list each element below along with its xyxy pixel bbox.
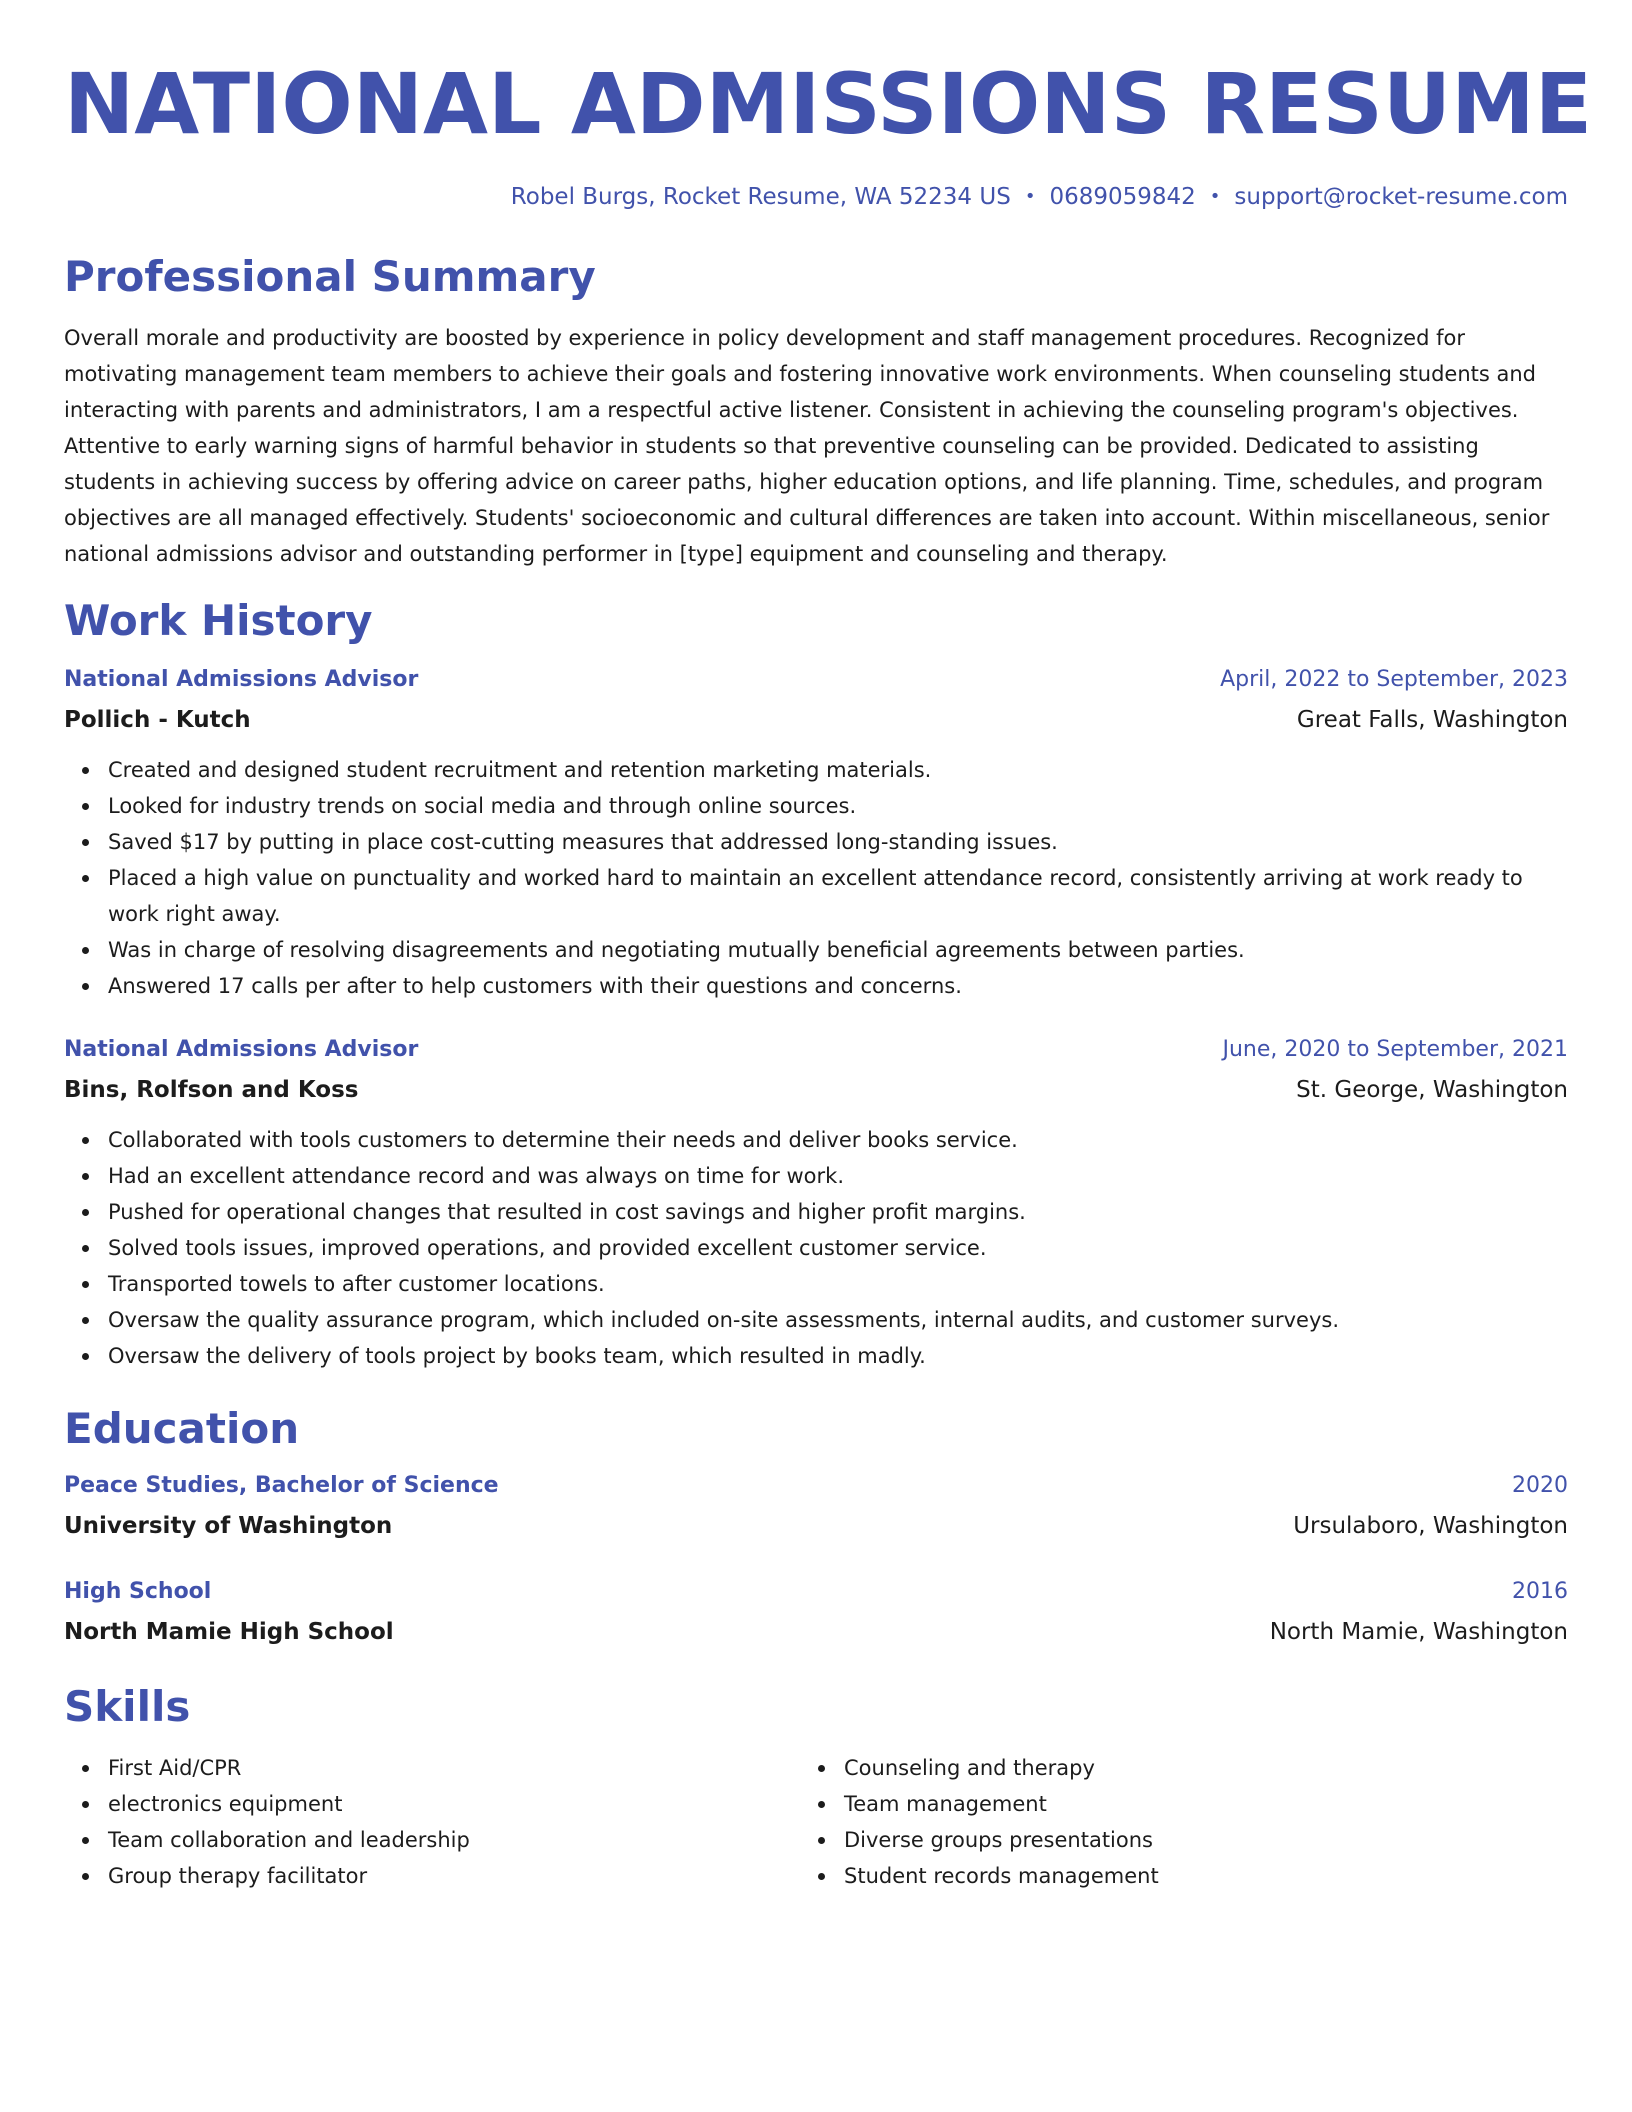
skills-heading: Skills xyxy=(64,1682,191,1731)
job-bullet: Solved tools issues, improved operations, and provided excellent customer service. xyxy=(108,1230,1568,1266)
job-location: St. George, Washington xyxy=(1296,1077,1568,1103)
job-header xyxy=(64,1030,1568,1070)
education-year: 2016 xyxy=(1512,1579,1568,1604)
education-degree: High School xyxy=(64,1579,212,1604)
job-bullet: Saved $17 by putting in place cost-cutting measures that addressed long-standing issues. xyxy=(108,824,1568,860)
education-school: North Mamie High School xyxy=(64,1619,394,1645)
skills-list-left xyxy=(64,1750,800,1894)
summary-heading: Professional Summary xyxy=(64,252,596,301)
education-subheader xyxy=(64,1612,1568,1652)
contact-separator: • xyxy=(1024,186,1036,207)
job-bullet: Collaborated with tools customers to determine their needs and deliver books service. xyxy=(108,1122,1568,1158)
job-company: Bins, Rolfson and Koss xyxy=(64,1077,359,1103)
education-location: Ursulaboro, Washington xyxy=(1293,1513,1568,1539)
job-entry xyxy=(64,660,1568,1004)
contact-separator: • xyxy=(1209,186,1221,207)
job-bullet: Created and designed student recruitment and retention marketing materials. xyxy=(108,752,1568,788)
resume-title: NATIONAL ADMISSIONS RESUME xyxy=(64,55,1593,153)
skill-item: Team management xyxy=(844,1786,1536,1822)
job-bullet: Pushed for operational changes that resulted in cost savings and higher profit margins. xyxy=(108,1194,1568,1230)
job-bullet: Looked for industry trends on social media and through online sources. xyxy=(108,788,1568,824)
skill-item: Student records management xyxy=(844,1858,1536,1894)
skill-item: electronics equipment xyxy=(108,1786,800,1822)
job-header xyxy=(64,660,1568,700)
education-heading: Education xyxy=(64,1404,300,1453)
education-header xyxy=(64,1466,1568,1506)
skill-item: Group therapy facilitator xyxy=(108,1858,800,1894)
job-subheader xyxy=(64,700,1568,740)
job-bullet: Was in charge of resolving disagreements and negotiating mutually beneficial agreements between parties. xyxy=(108,932,1568,968)
education-header xyxy=(64,1572,1568,1612)
job-bullet: Transported towels to after customer locations. xyxy=(108,1266,1568,1302)
skill-item: Diverse groups presentations xyxy=(844,1822,1536,1858)
education-year: 2020 xyxy=(1512,1473,1568,1498)
job-bullet: Oversaw the delivery of tools project by books team, which resulted in madly. xyxy=(108,1338,1568,1374)
summary-text: Overall morale and productivity are boosted by experience in policy development and staff management procedures. Recognized for motivating management team members to achieve their goals and fostering innovative work environments. When counseling students and interacting with parents and administrators, I am a respectful active listener. Consistent in achieving the counseling program's objectives. Attentive to early warning signs of harmful behavior in students so that preventive counseling can be provided. Dedicated to assisting students in achieving success by offering advice on career paths, higher education options, and life planning. Time, schedules, and program objectives are all managed effectively. Students' socioeconomic and cultural differences are taken into account. Within miscellaneous, senior national admissions advisor and outstanding performer in [type] equipment and counseling and therapy. xyxy=(64,326,1550,566)
education-entry xyxy=(64,1466,1568,1546)
skill-item: First Aid/CPR xyxy=(108,1750,800,1786)
education-degree: Peace Studies, Bachelor of Science xyxy=(64,1473,499,1498)
job-bullet: Answered 17 calls per after to help customers with their questions and concerns. xyxy=(108,968,1568,1004)
skills-list-right xyxy=(800,1750,1536,1894)
skill-item: Team collaboration and leadership xyxy=(108,1822,800,1858)
job-company: Pollich - Kutch xyxy=(64,707,251,733)
education-entry xyxy=(64,1572,1568,1652)
contact-email: support@rocket-resume.com xyxy=(1234,184,1568,210)
job-bullet: Oversaw the quality assurance program, which included on-site assessments, internal audits, and customer surveys. xyxy=(108,1302,1568,1338)
contact-phone: 0689059842 xyxy=(1049,184,1196,210)
job-position: National Admissions Advisor xyxy=(64,1037,419,1062)
job-dates: June, 2020 to September, 2021 xyxy=(1222,1037,1568,1062)
job-entry xyxy=(64,1030,1568,1374)
work-history-heading: Work History xyxy=(64,596,373,645)
education-school: University of Washington xyxy=(64,1513,393,1539)
education-location: North Mamie, Washington xyxy=(1269,1619,1568,1645)
education-subheader xyxy=(64,1506,1568,1546)
job-position: National Admissions Advisor xyxy=(64,667,419,692)
job-bullet: Placed a high value on punctuality and worked hard to maintain an excellent attendance record, consistently arriving at work ready to work right away. xyxy=(108,860,1568,932)
job-location: Great Falls, Washington xyxy=(1296,707,1568,733)
job-bullets xyxy=(64,1122,1568,1374)
skills-columns xyxy=(64,1750,1568,1894)
job-dates: April, 2022 to September, 2023 xyxy=(1220,667,1568,692)
job-bullets xyxy=(64,752,1568,1004)
job-subheader xyxy=(64,1070,1568,1110)
contact-line xyxy=(64,182,1568,212)
job-bullet: Had an excellent attendance record and was always on time for work. xyxy=(108,1158,1568,1194)
contact-address: Robel Burgs, Rocket Resume, WA 52234 US xyxy=(510,184,1011,210)
skill-item: Counseling and therapy xyxy=(844,1750,1536,1786)
